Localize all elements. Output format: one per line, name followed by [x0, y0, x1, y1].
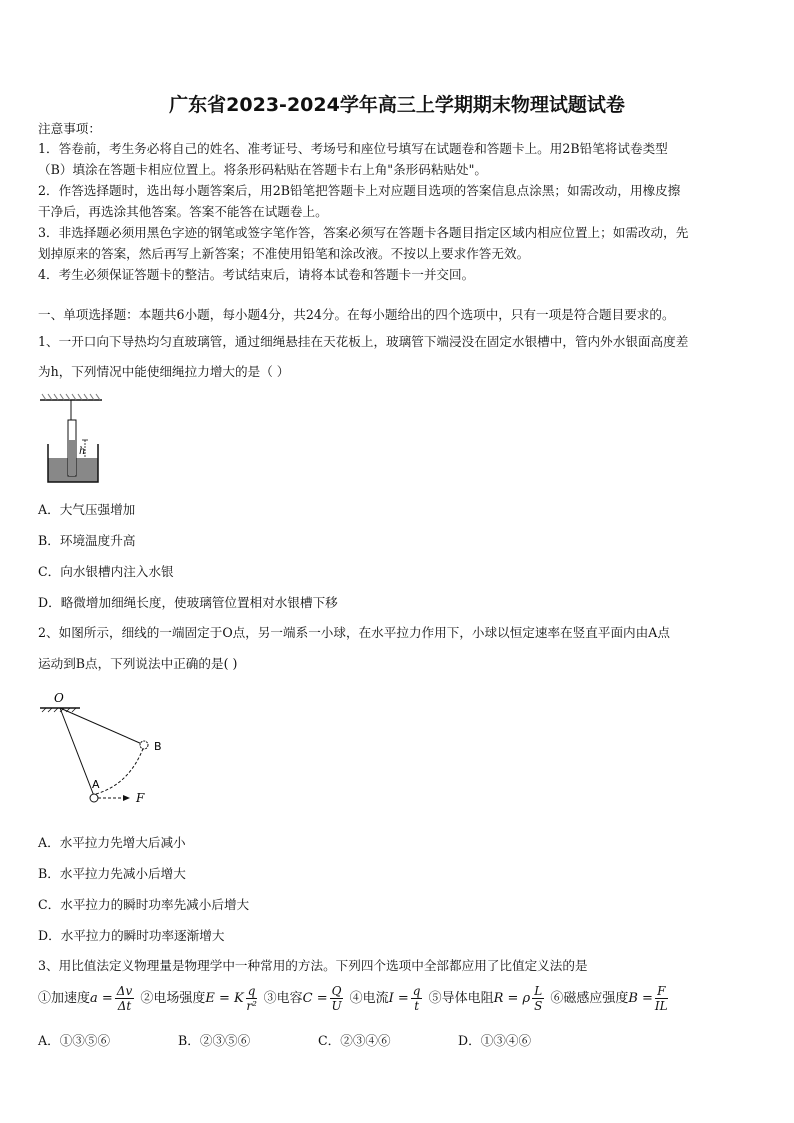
q2-option-a: A．水平拉力先增大后减小 — [38, 835, 186, 850]
q2-label-b: B — [154, 740, 162, 753]
q3-item-2-lhs: E = K — [205, 991, 244, 1006]
notice-line-1: 1．答卷前，考生务必将自己的姓名、准考证号、考场号和座位号填写在试题卷和答题卡上。用2B铅笔将试卷类型 — [38, 141, 668, 156]
q3-item-5-den: S — [534, 999, 543, 1013]
q3-options — [38, 1030, 598, 1049]
q3-item-2-den: r² — [246, 999, 257, 1013]
q3-item-4 — [350, 984, 425, 1013]
q2-stem-line-2: 运动到B点，下列说法中正确的是( ) — [38, 656, 238, 671]
notice-line-5: 3．非选择题必须用黑色字迹的钢笔或签字笔作答，答案必须写在答题卡各题目指定区域内相应位置上；如需改动，先 — [38, 225, 689, 240]
q3-item-4-num: q — [412, 984, 421, 998]
q3-item-4-lhs: I = — [388, 991, 409, 1006]
q3-item-2-num: q — [247, 984, 256, 998]
q2-label-f: F — [136, 791, 145, 805]
q1-stem-line-1: 1、一开口向下导热均匀直玻璃管，通过细绳悬挂在天花板上，玻璃管下端浸没在固定水银槽中，管内外水银面高度差 — [38, 334, 689, 349]
q3-item-3-den: U — [331, 999, 342, 1013]
q1-option-c: C．向水银槽内注入水银 — [38, 564, 174, 579]
q1-mercury-tube-figure — [38, 392, 104, 488]
q3-item-6-fraction — [655, 984, 668, 1013]
q3-option-d: D．①③④⑥ — [458, 1033, 532, 1048]
q3-item-5-fraction — [532, 984, 544, 1013]
q3-item-4-label: ④电流 — [349, 991, 389, 1006]
q3-item-6-label: ⑥磁感应强度 — [550, 991, 629, 1006]
notice-line-6: 划掉原来的答案，然后再写上新答案；不准使用铅笔和涂改液。不按以上要求作答无效。 — [38, 246, 530, 261]
notice-heading: 注意事项： — [38, 121, 101, 136]
q3-item-6 — [550, 984, 669, 1013]
q3-item-6-num: F — [655, 984, 668, 999]
q3-item-5-label: ⑤导体电阻 — [428, 991, 494, 1006]
q1-option-a: A．大气压强增加 — [38, 502, 136, 517]
page-title: 广东省2023-2024学年高三上学期期末物理试题试卷 — [169, 94, 625, 116]
q3-item-1-label: ①加速度 — [38, 991, 91, 1006]
q3-item-3 — [264, 984, 346, 1013]
q2-option-c: C．水平拉力的瞬时功率先减小后增大 — [38, 897, 250, 912]
q3-item-2-label: ②电场强度 — [140, 991, 206, 1006]
q1-option-d: D．略微增加细绳长度，使玻璃管位置相对水银槽下移 — [38, 595, 338, 610]
q2-stem-line-1: 2、如图所示，细线的一端固定于O点，另一端系一小球，在水平拉力作用下，小球以恒定速率在竖直平面内由A点 — [38, 625, 670, 640]
q3-item-2-fraction — [246, 984, 258, 1013]
q3-item-3-fraction — [330, 984, 344, 1013]
q3-item-5-lhs: R = ρ — [493, 991, 531, 1006]
notice-line-7: 4．考生必须保证答题卡的整洁。考试结束后，请将本试卷和答题卡一并交回。 — [38, 267, 475, 282]
notice-line-2: （B）填涂在答题卡相应位置上。将条形码粘贴在答题卡右上角"条形码粘贴处"。 — [38, 162, 488, 177]
q2-option-d: D．水平拉力的瞬时功率逐渐增大 — [38, 928, 225, 943]
q3-stem: 3、用比值法定义物理量是物理学中一种常用的方法。下列四个选项中全部都应用了比值定义法的是 — [38, 958, 588, 973]
q3-option-c: C．②③④⑥ — [318, 1033, 391, 1048]
q3-item-5 — [429, 984, 547, 1013]
section-heading: 一、单项选择题：本题共6小题，每小题4分，共24分。在每小题给出的四个选项中，只有一项是符合题目要求的。 — [38, 307, 675, 322]
q3-item-1-den: Δt — [117, 999, 132, 1013]
q3-item-6-lhs: B = — [628, 991, 653, 1006]
q2-label-o: O — [54, 691, 64, 705]
q3-item-4-den: t — [414, 999, 420, 1013]
q3-option-b: B．②③⑤⑥ — [178, 1033, 251, 1048]
q1-stem-line-2: 为h，下列情况中能使细绳拉力增大的是（ ） — [38, 364, 290, 379]
q3-item-1-num: Δv — [116, 984, 133, 998]
q3-item-3-lhs: C = — [302, 991, 328, 1006]
notice-line-4: 干净后，再选涂其他答案。答案不能答在试题卷上。 — [38, 204, 328, 219]
q3-item-1 — [38, 984, 136, 1013]
q3-item-2 — [140, 984, 259, 1013]
q1-figure-label-h: h — [79, 446, 86, 457]
q3-item-1-fraction — [115, 984, 134, 1013]
q3-formula-list — [38, 984, 778, 1024]
q3-item-1-lhs: a = — [90, 991, 113, 1006]
q3-item-3-label: ③电容 — [263, 991, 303, 1006]
q3-item-4-fraction — [411, 984, 423, 1013]
q1-option-b: B．环境温度升高 — [38, 533, 136, 548]
q2-pendulum-figure — [38, 688, 178, 808]
notice-line-3: 2．作答选择题时，选出每小题答案后，用2B铅笔把答题卡上对应题目选项的答案信息点涂黑；如需改动，用橡皮擦 — [38, 183, 681, 198]
q2-option-b: B．水平拉力先减小后增大 — [38, 866, 186, 881]
q2-label-a: A — [92, 778, 100, 791]
q3-item-5-num: L — [534, 984, 543, 998]
q3-option-a: A．①③⑤⑥ — [38, 1033, 111, 1048]
q3-item-6-den: IL — [654, 999, 668, 1013]
q3-item-3-num: Q — [331, 984, 342, 998]
